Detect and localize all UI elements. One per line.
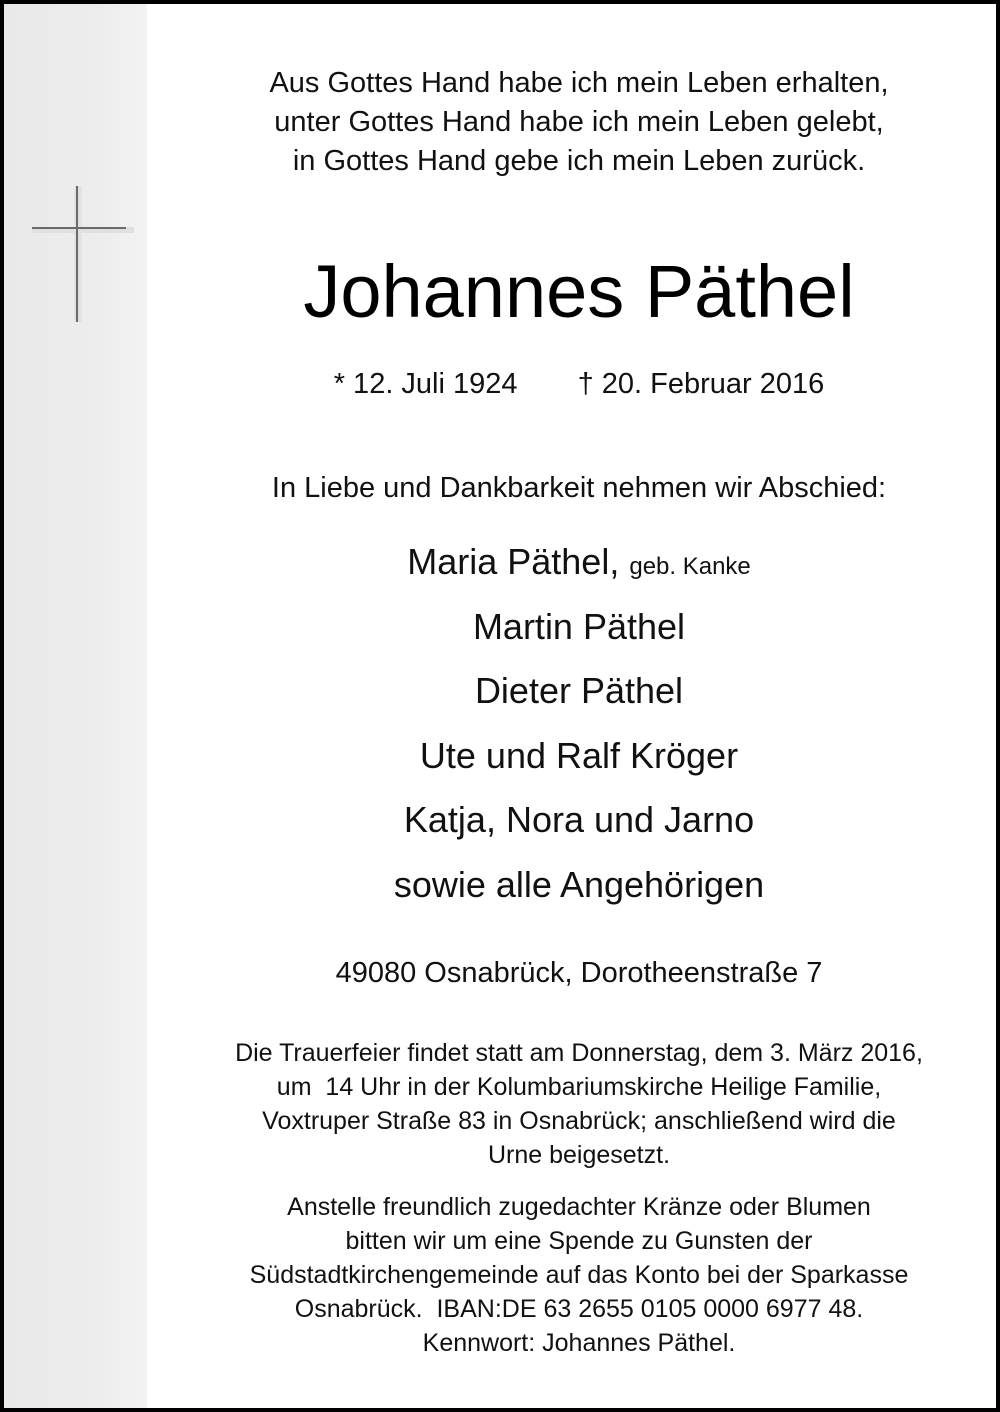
donation-line: Südstadtkirchengemeinde auf das Konto bei der Sparkasse	[249, 1261, 909, 1289]
motto-line: Aus Gottes Hand habe ich mein Leben erhalten,	[269, 67, 889, 99]
farewell-intro: In Liebe und Dankbarkeit nehmen wir Abschied:	[271, 472, 887, 504]
donation-line: Anstelle freundlich zugedachter Kränze oder Blumen	[287, 1193, 871, 1221]
deceased-name: Johannes Päthel	[303, 250, 855, 333]
ceremony-info	[154, 1036, 1000, 1172]
mourner-item	[154, 530, 1000, 595]
notice-content	[154, 4, 1000, 1408]
donation-line: Kennwort: Johannes Päthel.	[422, 1329, 736, 1357]
ceremony-line: um 14 Uhr in der Kolumbariumskirche Heilige Familie,	[276, 1073, 882, 1101]
death-date: † 20. Februar 2016	[577, 368, 825, 400]
mourner-item: sowie alle Angehörigen	[393, 863, 765, 905]
cross-icon	[28, 184, 138, 344]
mourner-name: Maria Päthel,	[407, 541, 620, 582]
ceremony-line: Urne beigesetzt.	[487, 1141, 671, 1169]
ceremony-line: Die Trauerfeier findet statt am Donnerstag, dem 3. März 2016,	[235, 1039, 923, 1067]
family-address: 49080 Osnabrück, Dorotheenstraße 7	[335, 957, 823, 989]
mourner-item: Martin Päthel	[472, 605, 686, 647]
mourner-item: Ute und Ralf Kröger	[419, 734, 739, 776]
mourner-item: Katja, Nora und Jarno	[403, 799, 755, 840]
mourners-list	[154, 530, 1000, 917]
donation-line: bitten wir um eine Spende zu Gunsten der	[345, 1227, 813, 1255]
maiden-name: geb. Kanke	[629, 553, 751, 580]
side-strip	[4, 4, 147, 1408]
bible-motto	[154, 64, 1000, 181]
donation-line: Osnabrück. IBAN:DE 63 2655 0105 0000 6977 48.	[294, 1295, 864, 1323]
ceremony-line: Voxtruper Straße 83 in Osnabrück; anschließend wird die	[262, 1107, 896, 1135]
donation-info	[154, 1190, 1000, 1360]
life-dates	[154, 366, 1000, 402]
mourner-item: Dieter Päthel	[474, 670, 684, 711]
motto-line: unter Gottes Hand habe ich mein Leben gelebt,	[274, 106, 884, 138]
birth-date: * 12. Juli 1924	[333, 368, 518, 400]
motto-line: in Gottes Hand gebe ich mein Leben zurück.	[292, 145, 866, 177]
